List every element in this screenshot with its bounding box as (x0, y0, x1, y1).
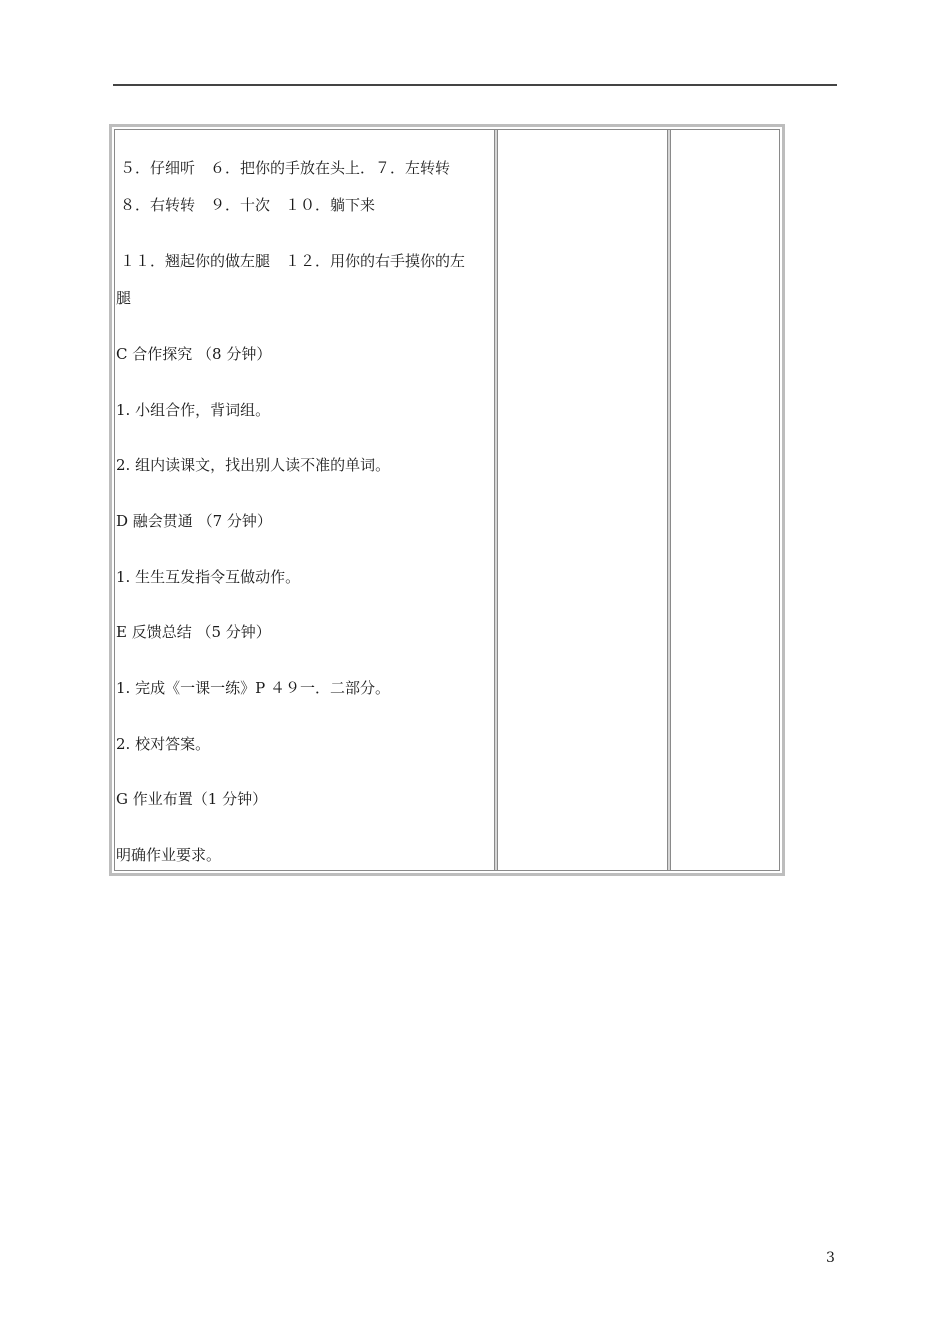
text-line: 1. 生生互发指令互做动作。 (116, 568, 301, 586)
section-heading: E 反馈总结 （5 分钟） (116, 623, 271, 641)
section-heading: C 合作探究 （8 分钟） (116, 345, 272, 363)
lesson-table (109, 124, 785, 876)
header-rule (113, 84, 837, 86)
text-line: 2. 校对答案。 (116, 735, 211, 753)
column-divider (667, 130, 671, 870)
text-line: 明确作业要求。 (116, 846, 222, 864)
text-line: 2. 组内读课文，找出别人读不准的单词。 (116, 456, 391, 474)
table-grid (114, 129, 780, 871)
column-divider (494, 130, 498, 870)
text-line: 1. 完成《一课一练》P ４９一．二部分。 (116, 679, 390, 697)
text-line: ５．仔细听 ６．把你的手放在头上．７．左转转 (120, 159, 451, 177)
section-heading: D 融会贯通 （7 分钟） (116, 512, 272, 530)
text-line: 1. 小组合作，背词组。 (116, 401, 271, 419)
text-line: 腿 (116, 289, 132, 307)
text-line: １１．翘起你的做左腿 １２．用你的右手摸你的左 (120, 252, 466, 270)
page-number: 3 (826, 1250, 835, 1266)
text-line: ８．右转转 ９．十次 １０．躺下来 (120, 196, 376, 214)
section-heading: G 作业布置（1 分钟） (116, 790, 268, 808)
